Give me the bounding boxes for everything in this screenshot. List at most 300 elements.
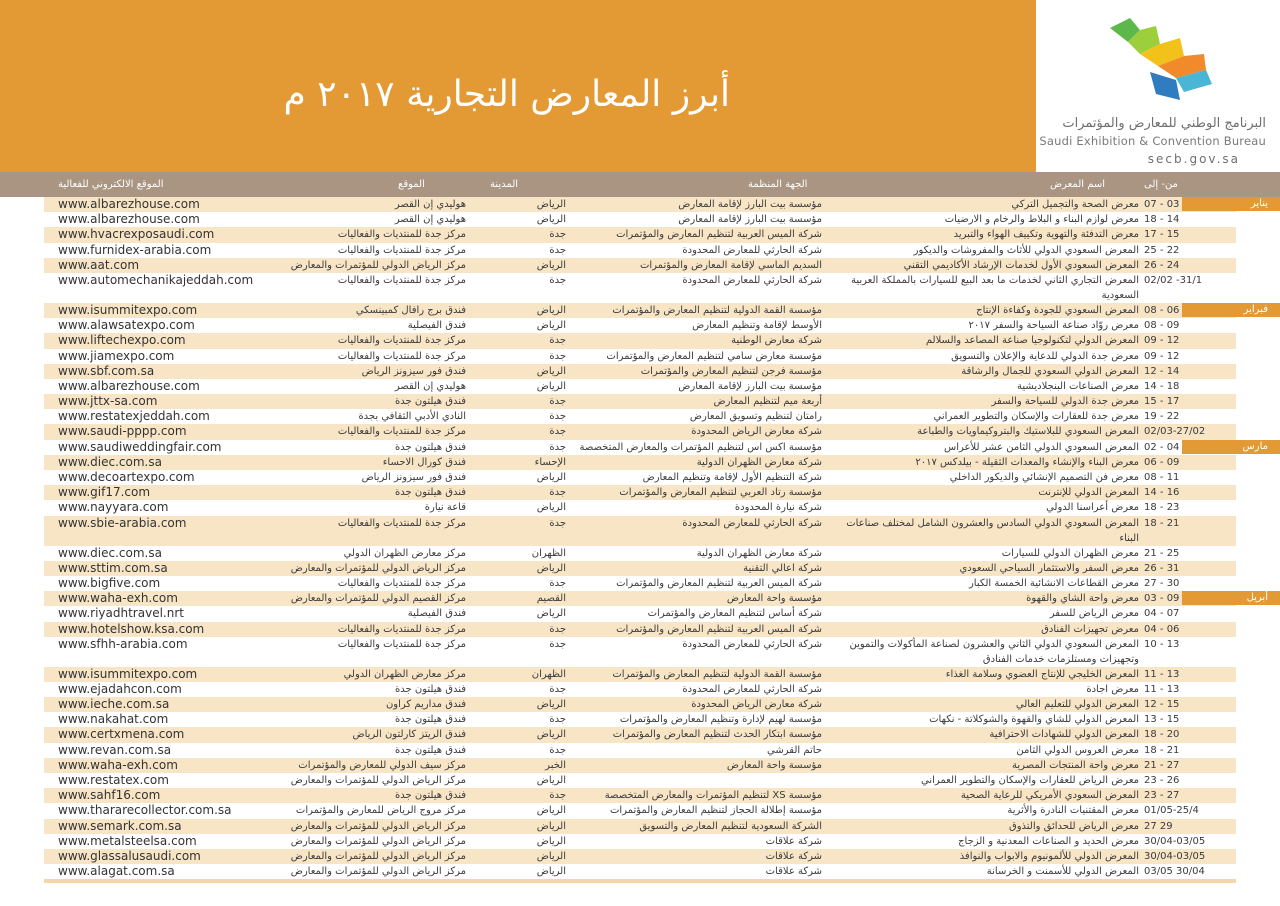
dates-cell: 08 - 06 (1144, 304, 1180, 316)
dates-cell: 27 29 (1144, 820, 1173, 832)
city-cell: جدة (549, 487, 566, 499)
header-venue: الموقع (398, 179, 425, 190)
organizer-cell: مؤسسة بيت البارز لإقامة المعارض (678, 380, 822, 392)
website-link[interactable]: www.isummitexpo.com (58, 302, 198, 317)
logo-arabic-name: البرنامج الوطني للمعارض والمؤتمرات (1062, 116, 1266, 131)
dates-cell: 23 - 27 (1144, 790, 1180, 802)
website-link[interactable]: www.albarezhouse.com (58, 197, 200, 211)
organizer-cell: حاتم القرشي (767, 744, 822, 756)
dates-cell: 17 - 15 (1144, 229, 1180, 241)
venue-cell: فندق هيلتون جدة (395, 683, 466, 695)
dates-cell: 04 - 07 (1144, 608, 1180, 620)
city-cell: جدة (549, 350, 566, 362)
month-label: فبراير (1182, 303, 1280, 317)
venue-cell: مركز جدة للمنتديات والفعاليات (337, 623, 466, 635)
organizer-cell: شركة الميس العربية لتنظيم المعارض والمؤتمرات (616, 229, 822, 241)
venue-cell: مركز جدة للمنتديات والفعاليات (337, 244, 466, 256)
city-cell: جدة (549, 623, 566, 635)
organizer-cell: شركة أساس لتنظيم المعارض والمؤتمرات (647, 608, 822, 620)
exhibition-name-cell: المعرض الدولي لتكنولوجيا صناعة المصاعد والسلالم (925, 335, 1139, 347)
exhibition-name-cell: معرض المقتنيات النادرة والأثرية (1007, 805, 1139, 817)
dates-cell: 02/03-27/02 (1144, 426, 1206, 438)
exhibition-name-cell: المعرض الدولي للإنترنت (1038, 487, 1139, 499)
exhibition-name-cell: المعرض السعودي الأمريكي للرعاية الصحية (960, 790, 1139, 802)
organizer-cell: مؤسسة القمة الدولية لتنظيم المعارض والمؤتمرات (612, 304, 822, 316)
exhibition-name-cell: معرض تجهيزات الفنادق (1041, 623, 1139, 635)
venue-cell: هوليدي إن القصر (394, 380, 466, 392)
exhibition-name-cell: المعرض الدولي السعودي للجمال والرشاقة (961, 365, 1139, 377)
dates-cell: 04 - 06 (1144, 623, 1180, 635)
table-row (44, 243, 1236, 258)
exhibition-name-cell: المعرض الخليجي للإنتاج العضوي وسلامة الغذاء (945, 668, 1139, 680)
website-link[interactable]: www.hotelshow.ksa.com (58, 621, 205, 636)
city-cell: جدة (549, 244, 566, 256)
organizer-cell: شركة الحارثي للمعارض المحدودة (682, 244, 822, 256)
organizer-cell: شركة نيارة المحدودة (734, 502, 822, 514)
organizer-cell: مؤسسة لهيم لإدارة وتنظيم المعارض والمؤتمرات (619, 714, 822, 726)
website-link[interactable]: www.furnidex-arabia.com (58, 242, 212, 257)
dates-cell: 11 - 13 (1144, 668, 1180, 680)
exhibition-name-cell: معرض أعراسنا الدولي (1046, 502, 1139, 514)
city-cell: الرياض (536, 608, 566, 620)
venue-cell: فندق هيلتون جدة (395, 714, 466, 726)
table-row (44, 576, 1236, 591)
dates-cell: 03/05 30/04 (1144, 866, 1205, 878)
dates-cell: 23 - 26 (1144, 775, 1180, 786)
organizer-cell: مؤسسة اكس اس لتنظيم المؤتمرات والمعارض المتخصصة (579, 441, 822, 453)
dates-cell: 15 - 17 (1144, 396, 1180, 408)
organizer-cell: شركة الحارثي للمعارض المحدودة (682, 274, 822, 286)
table-row (44, 819, 1236, 834)
table-row (44, 197, 1236, 212)
city-cell: الرياض (536, 380, 566, 392)
exhibition-name-cell: معرض التدفئة والتهوية وتكييف الهواء والتبريد (953, 229, 1139, 241)
table-row (44, 379, 1236, 394)
page-title: أبرز المعارض التجارية ٢٠١٧ م (283, 74, 730, 115)
table-row (44, 788, 1236, 803)
venue-cell: مركز معارض الظهران الدولي (343, 547, 466, 559)
venue-cell: فندق مداريم كراون (385, 699, 466, 711)
website-link[interactable]: www.hvacrexposaudi.com (58, 227, 215, 242)
table-row (44, 727, 1236, 742)
table-row (44, 697, 1236, 712)
venue-cell: فندق هيلتون جدة (395, 790, 466, 802)
dates-cell: 30/04-03/05 (1144, 850, 1206, 862)
dates-cell: 18 - 20 (1144, 729, 1180, 741)
exhibition-name-cell: معرض البناء والإنشاء والمعدات الثقيلة - بيلدكس ٢٠١٧ (915, 456, 1139, 468)
website-link[interactable]: www.albarezhouse.com (58, 212, 200, 227)
table-row (44, 864, 1236, 879)
city-cell: جدة (549, 335, 566, 347)
city-cell: الخبر (545, 759, 566, 771)
city-cell: جدة (549, 790, 566, 802)
header-dates: من- إلى (1144, 179, 1178, 190)
exhibition-name-cell: معرض الظهران الدولي للسيارات (1001, 547, 1139, 559)
venue-cell: مركز جدة للمنتديات والفعاليات (337, 517, 466, 529)
venue-cell: فندق فور سيزونز الرياض (361, 472, 466, 483)
venue-cell: مركز الرياض الدولي للمؤتمرات والمعارض (290, 820, 466, 832)
table-row (44, 349, 1236, 364)
dates-cell: 21 - 27 (1144, 759, 1180, 771)
exhibition-name-cell: المعرض الدولي للأسمنت و الخرسانة (986, 866, 1139, 878)
organizer-cell: مؤسسة معارض سامي لتنظيم المعارض والمؤتمرات (606, 350, 822, 362)
table-row (44, 394, 1236, 409)
website-link[interactable]: www.alawsatexpo.com (58, 318, 195, 333)
header-name: اسم المعرض (1050, 179, 1106, 190)
city-cell: الرياض (536, 850, 566, 862)
organizer-cell: شركة الميس العربية لتنظيم المعارض والمؤتمرات (616, 577, 822, 589)
month-label: مارس (1182, 440, 1280, 454)
venue-cell: فندق هيلتون جدة (395, 396, 466, 408)
website-link[interactable]: www.albarezhouse.com (58, 378, 200, 393)
bottom-strip (44, 879, 1236, 883)
exhibition-name-cell: معرض اجادة (1086, 683, 1139, 695)
table-row (44, 333, 1236, 348)
venue-cell: مركز مروج الرياض للمعارض والمؤتمرات (295, 805, 466, 817)
venue-cell: مركز جدة للمنتديات والفعاليات (337, 638, 466, 650)
table-row (44, 758, 1236, 773)
city-cell: الرياض (536, 502, 566, 514)
website-link[interactable]: www.semark.com.sa (58, 818, 182, 833)
website-link[interactable]: www.sbie-arabia.com (58, 515, 187, 530)
dates-cell: 27 - 30 (1144, 577, 1180, 589)
city-cell: الرياض (536, 304, 566, 316)
organizer-cell: مؤسسة بيت البارز لإقامة المعارض (678, 199, 822, 210)
dates-cell: 18 - 21 (1144, 744, 1180, 756)
table-row (44, 712, 1236, 727)
table-row (44, 258, 1236, 273)
table-row (44, 409, 1236, 424)
venue-cell: مركز جدة للمنتديات والفعاليات (337, 577, 466, 589)
venue-cell: فندق هيلتون جدة (395, 487, 466, 499)
city-cell: الرياض (536, 866, 566, 878)
venue-cell: مركز الرياض الدولي للمؤتمرات والمعارض (290, 835, 466, 847)
table-row (44, 834, 1236, 849)
table-row (44, 591, 1236, 606)
exhibition-name-cell: معرض الرياض للحدائق والتذوق (1008, 820, 1139, 832)
city-cell: جدة (549, 274, 566, 286)
dates-cell: 03 - 09 (1144, 593, 1180, 605)
city-cell: الظهران (531, 668, 566, 680)
venue-cell: هوليدي إن القصر (394, 199, 466, 210)
table-row (44, 849, 1236, 864)
organizer-cell: مؤسسة ابتكار الحدث لتنظيم المعارض والمؤتمرات (612, 729, 822, 741)
organizer-cell: شركة الحارثي للمعارض المحدودة (682, 517, 822, 529)
website-link[interactable]: www.jiamexpo.com (58, 348, 175, 363)
city-cell: جدة (549, 714, 566, 726)
organizer-cell: السديم الماسي لإقامة المعارض والمؤتمرات (639, 259, 822, 271)
organizer-cell: شركة التنظيم الأول لإقامة وتنظيم المعارض (642, 472, 822, 483)
organizer-cell: مؤسسة واحة المعارض (726, 759, 822, 771)
city-cell: الرياض (536, 729, 566, 741)
table-row (44, 682, 1236, 697)
organizer-cell: شركة معارض الرياض المحدودة (691, 426, 822, 438)
organizer-cell: شركة اعالي التقنية (743, 562, 822, 574)
dates-cell: 14 - 16 (1144, 487, 1180, 499)
city-cell: جدة (549, 411, 566, 423)
website-link[interactable]: www.metalsteelsa.com (58, 833, 197, 848)
city-cell: الظهران (531, 547, 566, 559)
title-banner (0, 0, 1036, 172)
city-cell: الرياض (536, 320, 566, 332)
exhibition-name-cell: معرض الرياض للعقارات والإسكان والتطوير العمراني (920, 775, 1139, 786)
city-cell: القصيم (536, 593, 566, 605)
dates-cell: 01/05-25/4 (1144, 805, 1199, 817)
organizer-cell: مؤسسة بيت البارز لإقامة المعارض (678, 214, 822, 226)
exhibition-name-cell: المعرض الدولي للشاي والقهوة والشوكلاتة - نكهات (929, 714, 1139, 726)
month-label: أبريل (1182, 591, 1280, 605)
website-link[interactable]: www.diec.com.sa (58, 545, 162, 560)
table-header (0, 172, 1280, 197)
dates-cell: 18 - 21 (1144, 517, 1180, 529)
city-cell: جدة (549, 517, 566, 529)
organizer-cell: شركة الحارثي للمعارض المحدودة (682, 683, 822, 695)
table-row (44, 500, 1236, 515)
venue-cell: مركز الرياض الدولي للمؤتمرات والمعارض (290, 850, 466, 862)
exhibition-name-cell: المعرض السعودي الدولي الثاني والعشرون لصناعة المأكولات والتموين وتجهيزات ومستلزمات خدمات الفنادق (849, 638, 1139, 665)
exhibition-name-cell: معرض فن التصميم الإنشائي والديكور الداخلي (949, 472, 1139, 483)
website-link[interactable]: www.certxmena.com (58, 727, 185, 742)
exhibition-name-cell: المعرض السعودي الدولي الثامن عشر للأعراس (944, 441, 1139, 453)
exhibition-name-cell: المعرض التجاري الثاني لخدمات ما بعد البيع للسيارات بالمملكة العربية السعودية (851, 274, 1139, 301)
exhibition-name-cell: معرض العروس الدولي الثامن (1016, 744, 1139, 756)
venue-cell: مركز الرياض الدولي للمؤتمرات والمعارض (290, 775, 466, 786)
venue-cell: مركز جدة للمنتديات والفعاليات (337, 350, 466, 362)
website-link[interactable]: www.nakahat.com (58, 712, 169, 727)
venue-cell: النادي الأدبي الثقافي بجدة (358, 411, 466, 423)
organizer-cell: شركة علاقات (765, 850, 822, 862)
venue-cell: قاعة نيارة (424, 502, 466, 514)
exhibition-name-cell: معرض الحديد و الصناعات المعدنية و الزجاج (958, 835, 1139, 847)
exhibition-name-cell: المعرض السعودي للجودة وكفاءة الإنتاج (976, 304, 1139, 316)
logo-english-name: Saudi Exhibition & Convention Bureau (1039, 134, 1266, 148)
table-row (44, 440, 1236, 455)
exhibition-name-cell: معرض جدة الدولي للدعاية والإعلان والتسويق (951, 350, 1139, 362)
dates-cell: 07 - 03 (1144, 199, 1180, 210)
organizer-cell: مؤسسة XS لتنظيم المؤتمرات والمعارض المتخصصة (604, 790, 822, 802)
table-row (44, 803, 1236, 818)
exhibition-name-cell: معرض واحة المنتجات المصرية (1012, 759, 1139, 771)
organizer-cell: رامتان لتنظيم وتسويق المعارض (689, 411, 822, 423)
table-row (44, 303, 1236, 318)
dates-cell: 10 - 13 (1144, 638, 1180, 650)
website-link[interactable]: www.liftechexpo.com (58, 333, 186, 348)
website-link[interactable]: www.thararecollector.com.sa (58, 803, 232, 818)
website-link[interactable]: www.restatex.com (58, 773, 169, 787)
dates-cell: 11 - 13 (1144, 683, 1180, 695)
website-link[interactable]: www.saudiweddingfair.com (58, 439, 222, 454)
website-link[interactable]: www.restatexjeddah.com (58, 409, 210, 424)
venue-cell: مركز جدة للمنتديات والفعاليات (337, 274, 466, 286)
website-link[interactable]: www.nayyara.com (58, 500, 169, 515)
organizer-cell: شركة علاقات (765, 835, 822, 847)
city-cell: جدة (549, 683, 566, 695)
table-row (44, 637, 1236, 667)
city-cell: الرياض (536, 259, 566, 271)
website-link[interactable]: www.glassalusaudi.com (58, 848, 201, 863)
website-link[interactable]: www.alagat.com.sa (58, 864, 175, 879)
organizer-cell: شركة الحارثي للمعارض المحدودة (682, 638, 822, 650)
dates-cell: 02/02 -31/1 (1144, 274, 1203, 286)
city-cell: الرياض (536, 214, 566, 226)
exhibition-name-cell: المعرض السعودي للبلاستيك والبتروكيماويات والطباعة (917, 426, 1139, 438)
exhibition-name-cell: معرض جدة الدولي للسياحة والسفر (991, 396, 1139, 408)
month-label: يناير (1182, 197, 1280, 211)
organizer-cell: مؤسسة رتاد العربي لتنظيم المعارض والمؤتمرات (619, 487, 822, 499)
exhibition-name-cell: المعرض السعودي الدولي السادس والعشرون الشامل لمختلف صناعات البناء (846, 517, 1139, 544)
website-link[interactable]: www.isummitexpo.com (58, 666, 198, 681)
website-link[interactable]: www.bigfive.com (58, 575, 161, 590)
venue-cell: مركز الرياض الدولي للمؤتمرات والمعارض (290, 866, 466, 878)
table-row (44, 667, 1236, 682)
table-row (44, 561, 1236, 576)
table-row (44, 212, 1236, 227)
organizer-cell: أربعة ميم لتنظيم المعارض (713, 396, 822, 408)
venue-cell: مركز الرياض الدولي للمؤتمرات والمعارض (290, 562, 466, 574)
logo-url: secb.gov.sa (1147, 152, 1240, 166)
exhibition-name-cell: المعرض الدولي للألمونيوم والابواب والنوافذ (959, 850, 1139, 862)
dates-cell: 13 - 15 (1144, 714, 1180, 726)
dates-cell: 09 - 12 (1144, 335, 1180, 347)
city-cell: الرياض (536, 365, 566, 377)
city-cell: جدة (549, 396, 566, 408)
city-cell: الرياض (536, 835, 566, 847)
organizer-cell: مؤسسة القمة الدولية لتنظيم المعارض والمؤتمرات (612, 668, 822, 680)
dates-cell: 26 - 24 (1144, 259, 1180, 271)
dates-cell: 09 - 12 (1144, 350, 1180, 362)
city-cell: جدة (549, 426, 566, 438)
table-row (44, 455, 1236, 470)
city-cell: جدة (549, 229, 566, 241)
organizer-cell: الأوسط لإقامة وتنظيم المعارض (692, 320, 822, 332)
table-row (44, 516, 1236, 546)
website-link[interactable]: www.jttx-sa.com (58, 394, 158, 409)
header-organizer: الجهة المنظمة (748, 179, 808, 190)
venue-cell: مركز جدة للمنتديات والفعاليات (337, 229, 466, 241)
dates-cell: 30/04-03/05 (1144, 835, 1206, 847)
city-cell: جدة (549, 638, 566, 650)
venue-cell: مركز سيف الدولي للمعارض والمؤتمرات (298, 759, 466, 771)
secb-logo-icon (1100, 8, 1220, 108)
website-link[interactable]: www.ejadahcon.com (58, 681, 182, 696)
dates-cell: 18 - 14 (1144, 214, 1180, 226)
table-row (44, 773, 1236, 788)
website-link[interactable]: www.aat.com (58, 257, 140, 272)
website-link[interactable]: www.decoartexpo.com (58, 470, 195, 484)
website-link[interactable]: www.sttim.com.sa (58, 560, 168, 575)
organizer-cell: مؤسسة إطلالة الحجاز لتنظيم المعارض والمؤتمرات (609, 805, 822, 817)
organizer-cell: شركة معارض الوطنية (731, 335, 822, 347)
website-link[interactable]: www.ieche.com.sa (58, 697, 170, 712)
venue-cell: فندق هيلتون جدة (395, 744, 466, 756)
website-link[interactable]: www.automechanikajeddah.com (58, 272, 254, 287)
dates-cell: 12 - 14 (1144, 365, 1180, 377)
city-cell: جدة (549, 577, 566, 589)
table-row (44, 364, 1236, 379)
venue-cell: مركز معارض الظهران الدولي (343, 668, 466, 680)
venue-cell: هوليدي إن القصر (394, 214, 466, 226)
table-row (44, 606, 1236, 621)
organizer-cell: شركة معارض الظهران الدولية (696, 547, 822, 559)
organizer-cell: شركة الميس العربية لتنظيم المعارض والمؤتمرات (616, 623, 822, 635)
website-link[interactable]: www.gif17.com (58, 485, 151, 500)
city-cell: الرياض (536, 199, 566, 210)
organizer-cell: شركة معارض الظهران الدولية (696, 456, 822, 468)
table-row (44, 485, 1236, 500)
website-link[interactable]: www.sahf16.com (58, 788, 161, 803)
header-city: المدينة (490, 179, 519, 190)
venue-cell: مركز جدة للمنتديات والفعاليات (337, 426, 466, 438)
table-row (44, 743, 1236, 758)
organizer-cell: شركة معارض الرياض المحدودة (691, 699, 822, 711)
table-row (44, 546, 1236, 561)
table-row (44, 424, 1236, 439)
exhibition-name-cell: المعرض الدولي للشهادات الاحترافية (989, 729, 1139, 741)
exhibition-name-cell: المعرض السعودي الدولي للأثاث والمفروشات والديكور (913, 244, 1139, 256)
exhibition-name-cell: معرض جدة للعقارات والإسكان والتطوير العمراني (933, 411, 1139, 423)
website-link[interactable]: www.revan.com.sa (58, 742, 172, 757)
dates-cell: 02 - 04 (1144, 441, 1180, 453)
city-cell: جدة (549, 744, 566, 756)
city-cell: الإحساء (534, 456, 566, 468)
dates-cell: 25 - 22 (1144, 244, 1180, 256)
city-cell: جدة (549, 441, 566, 453)
table-row (44, 318, 1236, 333)
exhibitions-table (44, 197, 1236, 879)
city-cell: الرياض (536, 472, 566, 483)
website-link[interactable]: www.riyadhtravel.nrt (58, 606, 184, 621)
exhibition-name-cell: معرض روّاد صناعة السياحة والسفر ٢٠١٧ (968, 320, 1139, 332)
venue-cell: فندق الفيصلية (407, 320, 466, 332)
dates-cell: 14 - 18 (1144, 380, 1180, 392)
table-row (44, 622, 1236, 637)
venue-cell: فندق كورال الاحساء (382, 456, 466, 468)
exhibition-name-cell: المعرض السعودي الأول لخدمات الإرشاد الأكاديمي التقني (903, 259, 1139, 271)
website-link[interactable]: www.waha-exh.com (58, 591, 178, 606)
city-cell: الرياض (536, 820, 566, 832)
city-cell: الرياض (536, 699, 566, 711)
dates-cell: 12 - 15 (1144, 699, 1180, 711)
header-website: الموقع الالكتروني للفعالية (58, 179, 164, 190)
dates-cell: 18 - 23 (1144, 502, 1180, 514)
dates-cell: 19 - 22 (1144, 411, 1180, 423)
venue-cell: مركز جدة للمنتديات والفعاليات (337, 335, 466, 347)
website-link[interactable]: www.sfhh-arabia.com (58, 636, 188, 651)
venue-cell: فندق برج رافال كمبينسكي (355, 304, 466, 316)
city-cell: الرياض (536, 562, 566, 574)
table-row (44, 470, 1236, 485)
exhibition-name-cell: معرض الرياض للسفر (1049, 608, 1139, 620)
dates-cell: 21 - 25 (1144, 547, 1180, 559)
exhibition-name-cell: معرض الصحة والتجميل التركي (1011, 199, 1139, 210)
website-link[interactable]: www.saudi-pppp.com (58, 424, 187, 439)
website-link[interactable]: www.waha-exh.com (58, 757, 178, 772)
table-row (44, 273, 1236, 303)
exhibition-name-cell: معرض القطاعات الانشائية الخمسة الكبار (968, 577, 1139, 589)
venue-cell: فندق فور سيزونز الرياض (361, 365, 466, 377)
website-link[interactable]: www.diec.com.sa (58, 454, 162, 469)
organizer-cell: مؤسسة واحة المعارض (726, 593, 822, 605)
logo-area (1036, 0, 1280, 172)
table-row (44, 227, 1236, 242)
organizer-cell: الشركة السعودية لتنظيم المعارض والتسويق (639, 820, 822, 832)
website-link[interactable]: www.sbf.com.sa (58, 363, 155, 378)
venue-cell: فندق هيلتون جدة (395, 441, 466, 453)
exhibition-name-cell: المعرض الدولي للتعليم العالي (1015, 699, 1139, 711)
exhibition-name-cell: معرض الصناعات البنجلاديشية (1017, 380, 1139, 392)
city-cell: الرياض (536, 805, 566, 817)
organizer-cell: شركة علاقات (765, 866, 822, 878)
